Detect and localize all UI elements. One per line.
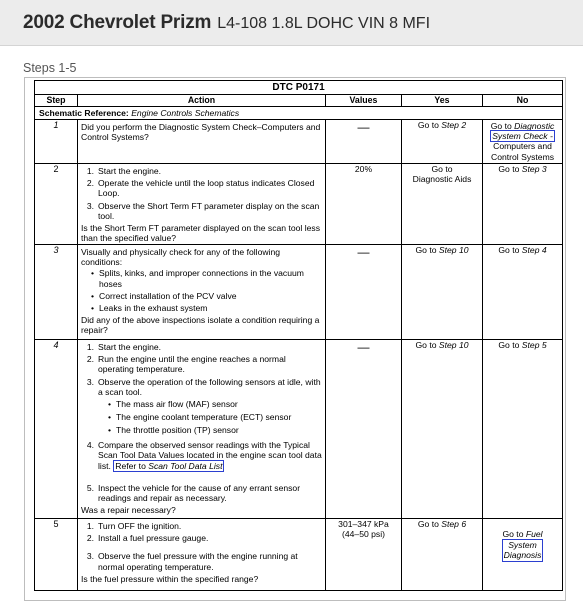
action-cell: Visually and physically check for any of the following conditions: • Splits, kinks, and improper connections in the vacuum hoses • Correct installation of the PCV valve • Leaks in the exhaust system Did any of the above inspections isolate a condition requiring a repair? bbox=[78, 245, 326, 340]
schematic-reference: Schematic Reference: Engine Controls Schematics bbox=[35, 107, 563, 120]
col-values: Values bbox=[326, 95, 402, 107]
link-step-3[interactable]: Step 3 bbox=[521, 164, 547, 175]
vehicle-title: 2002 Chevrolet Prizm bbox=[23, 11, 212, 33]
step-number: 1 bbox=[35, 120, 78, 164]
step-number: 5 bbox=[35, 519, 78, 591]
link-step-2[interactable]: Step 2 bbox=[441, 120, 467, 131]
list-item: • The mass air flow (MAF) sensor bbox=[108, 398, 238, 409]
list-item: 4. Compare the observed sensor readings with the Typical Scan Tool Data Values located in the engine scan tool data list. Refer to Scan Tool Data List bbox=[86, 440, 322, 471]
engine-subtitle: L4-108 1.8L DOHC VIN 8 MFI bbox=[217, 14, 431, 32]
col-yes: Yes bbox=[402, 95, 483, 107]
yes-cell: Go to Step 6 bbox=[402, 519, 483, 591]
step-number: 4 bbox=[35, 340, 78, 519]
list-item: • The throttle position (TP) sensor bbox=[108, 425, 239, 436]
link-step-4[interactable]: Step 4 bbox=[521, 245, 547, 256]
dtc-title: DTC P0171 bbox=[35, 81, 563, 95]
link-system-check[interactable]: System Check - bbox=[492, 131, 553, 142]
dtc-table bbox=[34, 80, 563, 591]
table-row bbox=[35, 245, 563, 340]
list-item: 3. Observe the fuel pressure with the engine running at normal operating temperature. bbox=[86, 551, 298, 572]
no-cell: Go to Step 3 bbox=[483, 164, 563, 245]
action-cell: Did you perform the Diagnostic System Check–Computers and Control Systems? bbox=[78, 120, 326, 164]
list-item: 2. Run the engine until the engine reaches a normal operating temperature. bbox=[86, 354, 286, 375]
page-header bbox=[0, 0, 583, 46]
no-cell: Go to Diagnostic System Check - Computers and Control Systems bbox=[483, 120, 563, 164]
list-item: • The engine coolant temperature (ECT) sensor bbox=[108, 411, 292, 422]
link-diagnostic-aids[interactable]: Diagnostic Aids bbox=[412, 174, 472, 185]
list-item: 1. Start the engine. bbox=[86, 166, 162, 177]
list-item: 2. Operate the vehicle until the loop status indicates Closed Loop. bbox=[86, 178, 315, 199]
table-row bbox=[35, 519, 563, 591]
table-row bbox=[35, 340, 563, 519]
table-row bbox=[35, 164, 563, 245]
list-item: 1. Start the engine. bbox=[86, 342, 162, 353]
value-cell: — bbox=[326, 245, 402, 340]
value-cell: 20% bbox=[326, 164, 402, 245]
yes-cell: Go to Step 2 bbox=[402, 120, 483, 164]
action-cell: 1. Start the engine. 2. Operate the vehicle until the loop status indicates Closed Loop. 3. Observe the Short Term FT parameter display on the scan tool. Is the Short Term FT parameter displayed on the scan tool less than the specified value? bbox=[78, 164, 326, 245]
list-item: • Correct installation of the PCV valve bbox=[91, 290, 237, 301]
link-step-5[interactable]: Step 5 bbox=[521, 340, 547, 351]
steps-label: Steps 1-5 bbox=[23, 61, 77, 75]
action-cell: 1. Start the engine. 2. Run the engine until the engine reaches a normal operating temperature. 3. Observe the operation of the following sensors at idle, with a scan tool. • The mass air flow (MAF) sensor • The engine coolant temperature (ECT) sensor • The throttle position (TP) sensor 4. Compare the observed sensor readings with the Typical Scan Tool Data Values located in the engine scan tool data list. Refer to Scan Tool Data List 5. Inspect the vehicle for the cause of any errant sensor readings and repair as necessary. Was a repair necessary? bbox=[78, 340, 326, 519]
fuel-system-diagnosis-link[interactable]: System Diagnosis bbox=[503, 540, 542, 561]
list-item: 2. Install a fuel pressure gauge. bbox=[86, 533, 209, 544]
yes-cell: Go to Diagnostic Aids bbox=[402, 164, 483, 245]
col-action: Action bbox=[78, 95, 326, 107]
link-step-10[interactable]: Step 10 bbox=[438, 245, 469, 256]
link-step-10[interactable]: Step 10 bbox=[438, 340, 469, 351]
step-number: 3 bbox=[35, 245, 78, 340]
value-cell: — bbox=[326, 340, 402, 519]
yes-cell: Go to Step 10 bbox=[402, 245, 483, 340]
no-cell: Go to Step 4 bbox=[483, 245, 563, 340]
list-item: • Leaks in the exhaust system bbox=[91, 302, 208, 313]
schematic-link[interactable]: Engine Controls Schematics bbox=[131, 108, 240, 118]
list-item: 3. Observe the Short Term FT parameter display on the scan tool. bbox=[86, 200, 320, 221]
list-item: 3. Observe the operation of the following sensors at idle, with a scan tool. • The mass air flow (MAF) sensor • The engine coolant temperature (ECT) sensor • The throttle position (TP) sensor bbox=[86, 376, 321, 436]
list-item: 5. Inspect the vehicle for the cause of any errant sensor readings and repair as necessary. bbox=[86, 482, 301, 503]
action-cell: 1. Turn OFF the ignition. 2. Install a fuel pressure gauge. 3. Observe the fuel pressure with the engine running at normal operating temperature. Is the fuel pressure within the specified range? bbox=[78, 519, 326, 591]
col-no: No bbox=[483, 95, 563, 107]
link-diagnostic[interactable]: Diagnostic bbox=[514, 121, 555, 132]
step-number: 2 bbox=[35, 164, 78, 245]
no-cell: Go to Step 5 bbox=[483, 340, 563, 519]
no-cell: Go to Fuel System Diagnosis bbox=[483, 519, 563, 591]
list-item: • Splits, kinks, and improper connections in the vacuum hoses bbox=[91, 268, 304, 289]
scan-tool-data-link[interactable]: Refer to Scan Tool Data List bbox=[115, 460, 223, 471]
value-cell: — bbox=[326, 120, 402, 164]
link-step-6[interactable]: Step 6 bbox=[441, 519, 467, 530]
table-row bbox=[35, 120, 563, 164]
col-step: Step bbox=[35, 95, 78, 107]
yes-cell: Go to Step 10 bbox=[402, 340, 483, 519]
list-item: 1. Turn OFF the ignition. bbox=[86, 521, 182, 532]
value-cell: 301–347 kPa (44–50 psi) bbox=[326, 519, 402, 591]
